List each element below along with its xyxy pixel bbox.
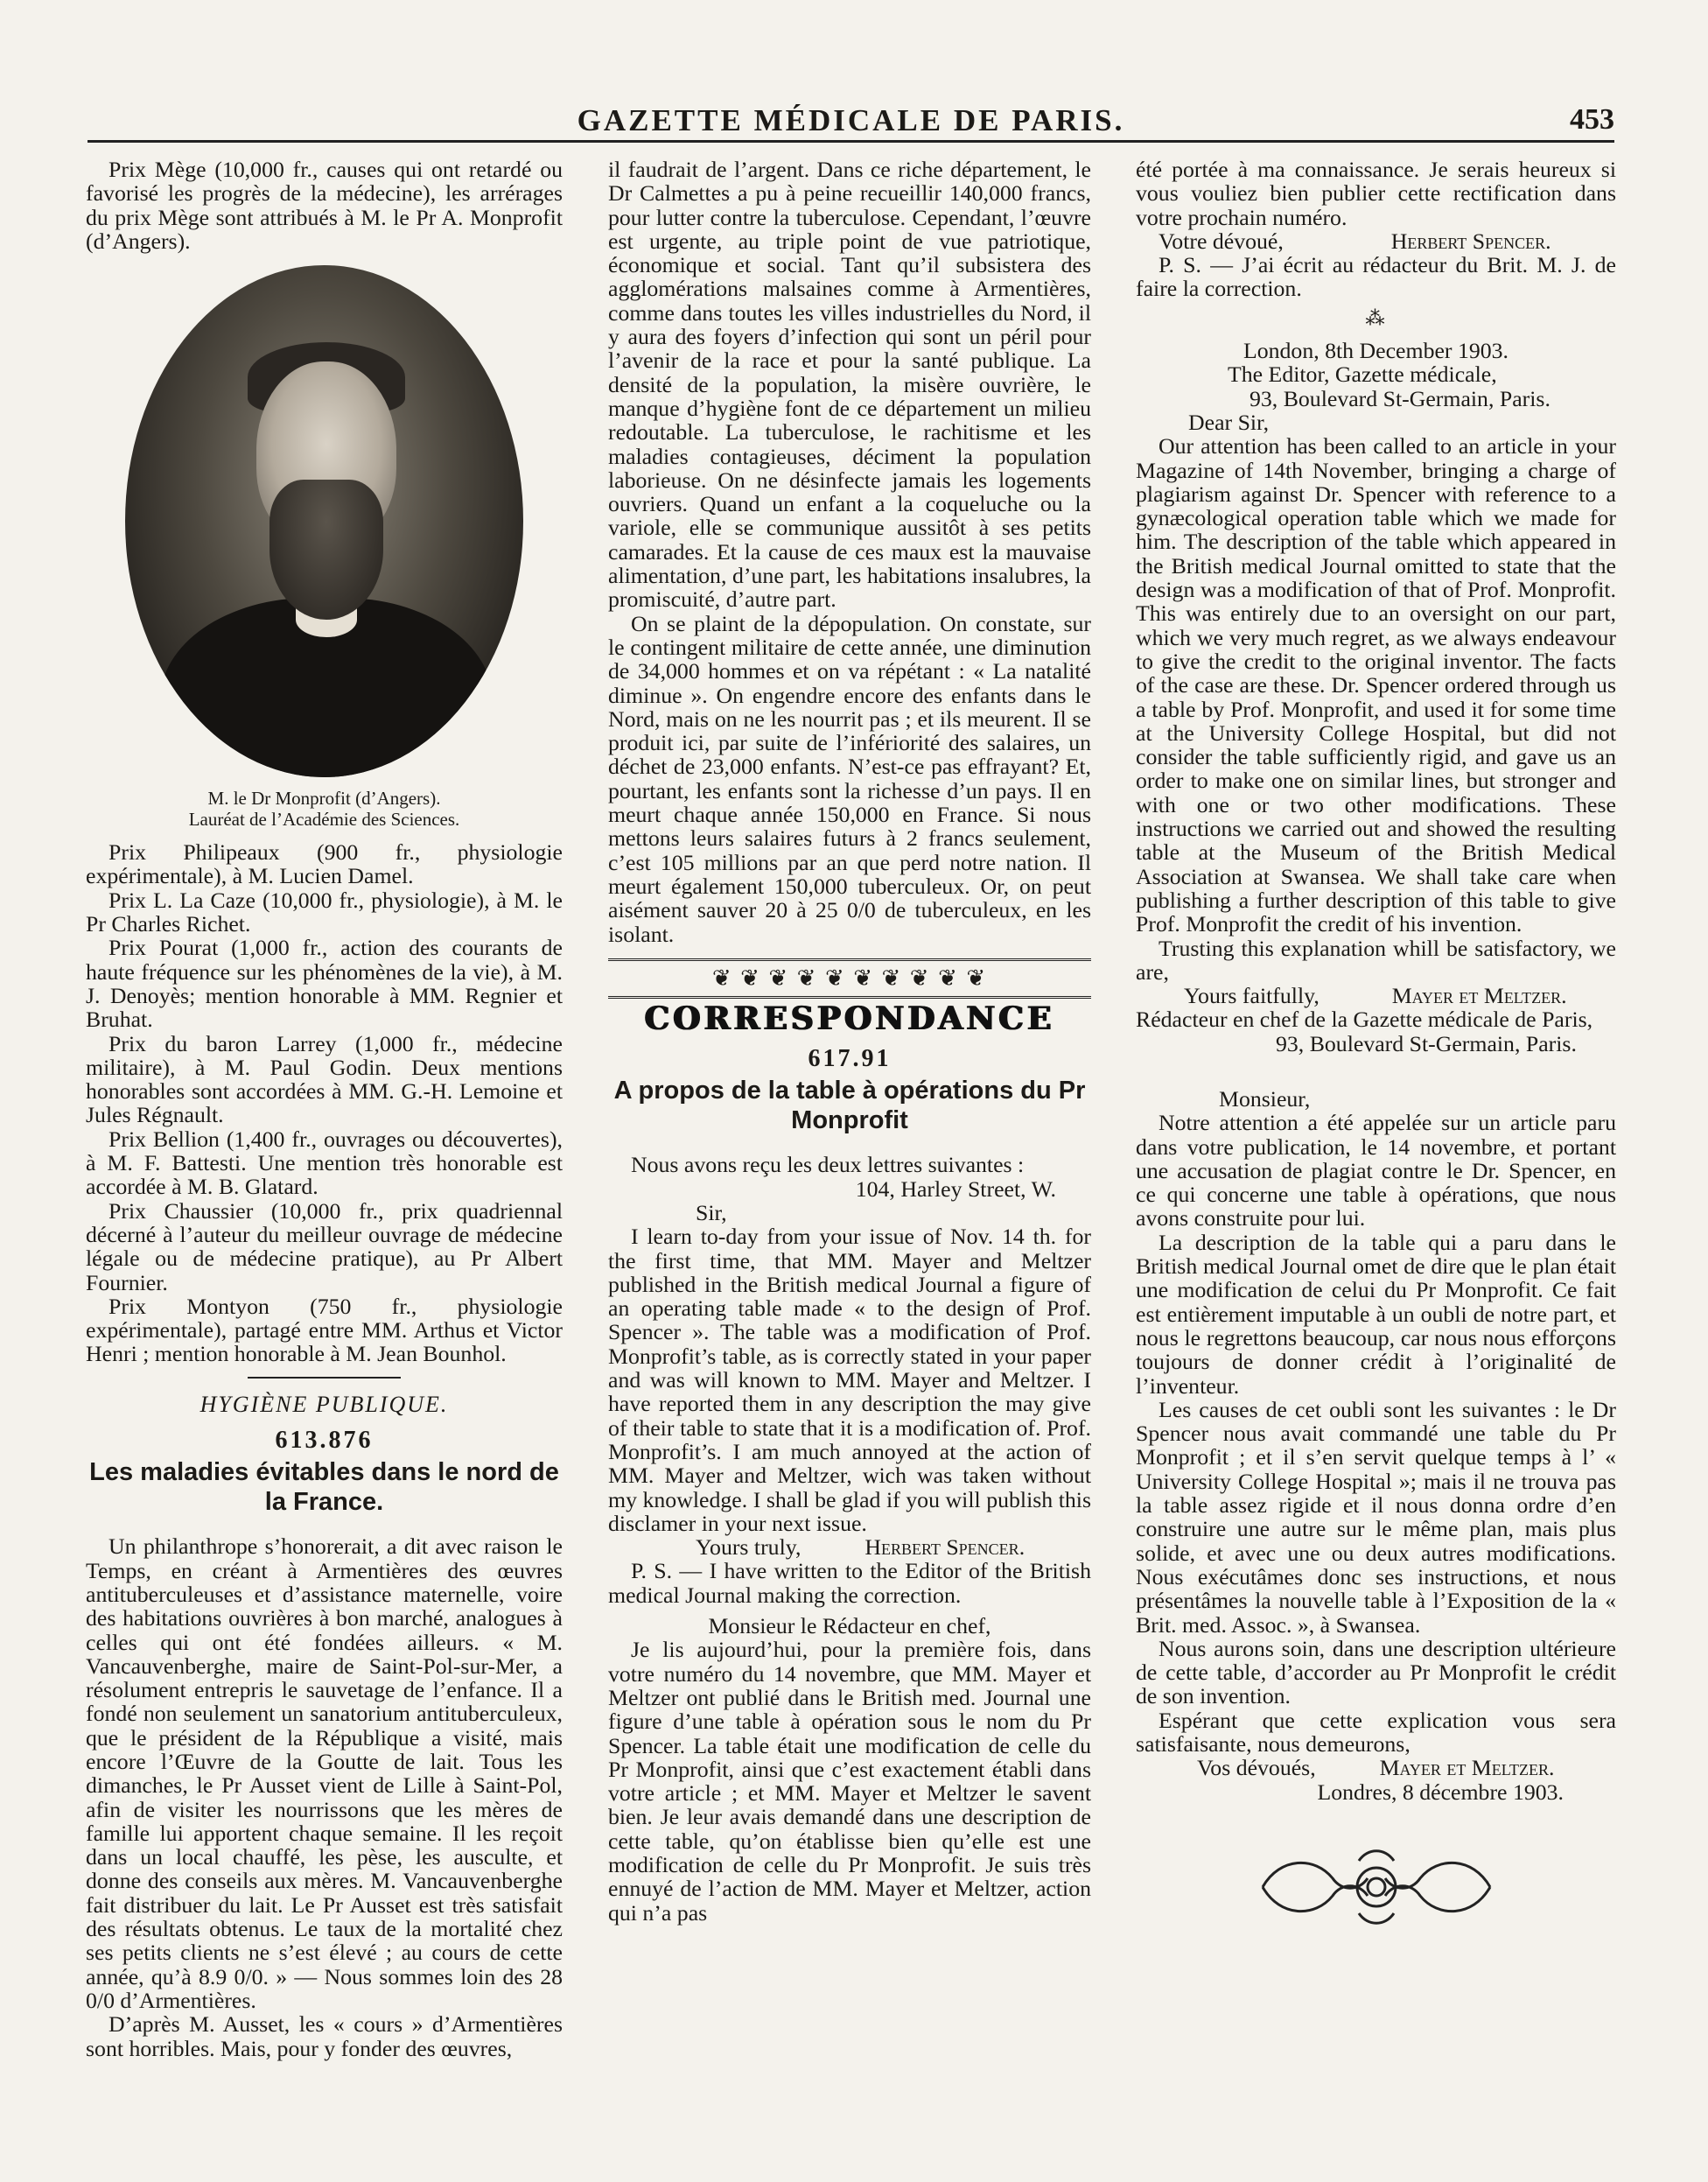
- prix-mege-paragraph: Prix Mège (10,000 fr., causes qui ont retardé ou favorisé les progrès de la médecine), les arrérages du prix Mège sont attribués à M. le Pr A. Monprofit (d’Angers).: [86, 157, 563, 254]
- closing-text: Yours faitfully,: [1184, 983, 1320, 1009]
- letter-salutation: Monsieur,: [1219, 1085, 1311, 1112]
- letter-body: Les causes de cet oubli sont les suivantes : le Dr Spencer nous avait commandé une table du Pr Monprofit ; et il s’en servit quelque temps à l’ « University College Hospital »; mais il ne trouva pas la table assez rigide et il nous donna ordre d’en construire une autre sur le même plan, mais plus solide, et avec une ou deux autres modifications. Nous exécutâmes donc ses instructions, et nous présentâmes la nouvelle table à l’Exposition de la « Brit. med. Assoc. », à Swansea.: [1136, 1396, 1616, 1638]
- closing-text: Yours truly,: [696, 1534, 802, 1561]
- postscript: P. S. — J’ai écrit au rédacteur du Brit. M. J. de faire la correction.: [1136, 252, 1616, 302]
- signature: Herbert Spencer.: [864, 1534, 1026, 1561]
- caption-line-2: Lauréat de l’Académie des Sciences.: [188, 809, 460, 831]
- page-header: [88, 103, 1614, 138]
- letter-body: I learn to-day from your issue of Nov. 14 th. for the first time, that MM. Mayer and Meltzer published in the British medical Journal a figure of an operating table made « to the design of Prof. Spencer ». The table was a modification of Prof. Monprofit’s table, as is correctly stated in your paper and was will known to MM. Mayer and Meltzer. I have reported them in any description the may give of their table to state that it is a modification of. Prof. Monprofit’s. I am much annoyed at the action of MM. Mayer and Meltzer, wich was taken without my knowledge. I shall be glad if you will publish this disclamer in your next issue.: [608, 1224, 1091, 1536]
- body-paragraph: On se plaint de la dépopulation. On constate, sur le contingent militaire de cette année, une diminution de 34,000 hommes et on va répétant : « La natalité diminue ». On engendre encore des enfants dans le Nord, mais on ne les nourrit pas ; et ils meurent. Il se produit ici, par suite de l’infériorité des salaires, un déchet de 23,000 enfants. N’est-ce pas effrayant? Et, pourtant, les enfants sont la richesse d’un pays. Il en meurt chaque année 150,000 en France. Si nous mettons leurs salaires futurs à 2 francs seulement, c’est 105 millions par an que perd notre nation. Il meurt également 150,000 tuberculeux. Or, on peut aisément sauver 20 à 25 0/0 de tuberculeux, en les isolant.: [608, 610, 1091, 947]
- letter-salutation: Monsieur le Rédacteur en chef,: [708, 1613, 991, 1639]
- section-heading: HYGIÈNE PUBLIQUE.: [200, 1391, 449, 1417]
- prize-paragraph: Prix L. La Caze (10,000 fr., physiologie), à M. le Pr Charles Richet.: [86, 887, 563, 937]
- portrait-photo: [125, 265, 523, 777]
- recipient-address: 93, Boulevard St-Germain, Paris.: [1276, 1030, 1577, 1056]
- recipient-line: Rédacteur en chef de la Gazette médicale de Paris,: [1136, 1007, 1593, 1033]
- recipient-address: 93, Boulevard St-Germain, Paris.: [1250, 385, 1550, 411]
- prize-paragraph: Prix Pourat (1,000 fr., action des courants de haute fréquence sur les phénomènes de la vie), à M. J. Denoyès; mention honorable à MM. Regnier et Bruhat.: [86, 935, 563, 1033]
- intro-paragraph: Nous avons reçu les deux lettres suivantes :: [631, 1152, 1025, 1178]
- column-3: [1136, 158, 1616, 1935]
- dateline: Londres, 8 décembre 1903.: [1317, 1779, 1564, 1805]
- closing-text: Vos dévoués,: [1197, 1755, 1316, 1781]
- article-headline: A propos de la table à opérations du Pr Monprofit: [613, 1077, 1086, 1135]
- prize-paragraph: Prix Chaussier (10,000 fr., prix quadriennal décerné à l’auteur du meilleur ouvrage de médecine légale ou de médecine pratique), au Pr Albert Fournier.: [86, 1197, 563, 1295]
- signature: Mayer et Meltzer.: [1379, 1755, 1555, 1781]
- letter-closing: [1136, 984, 1616, 1007]
- body-paragraph: D’après M. Ausset, les « cours » d’Armentières sont horribles. Mais, pour y fonder des œuvres,: [86, 2011, 563, 2061]
- ornament-vignette: [1245, 1839, 1508, 1935]
- column-2: [608, 158, 1091, 1925]
- letter-body: Our attention has been called to an article in your Magazine of 14th November, bringing a charge of plagiarism against Dr. Spencer with reference to a gynæcological operation table which we made for him. The description of the table which appeared in the British medical Journal omitted to state that the design was a modification of that of Prof. Monprofit. This was entirely due to an oversight on our part, which we very much regret, as we always endeavour to give the credit to the original inventor. The facts of the case are these. Dr. Spencer ordered through us a table by Prof. Monprofit, and used it for some time at the University College Hospital, but did not consider the table sufficiently rigid, and gave us an order to make one on similar lines, but stronger and with one or two other modifications. These instructions we carried out and showed the resulting table at the Museum of the British Medical Association at Swansea. We shall take care when publishing a further description of this table to give Prof. Monprofit the credit of his invention.: [1136, 433, 1616, 937]
- letter-salutation: Dear Sir,: [1188, 409, 1270, 435]
- letter-closing-sentence: Trusting this explanation whill be satisfactory, we are,: [1136, 935, 1616, 985]
- recipient-line: The Editor, Gazette médicale,: [1228, 361, 1497, 388]
- postscript: P. S. — I have written to the Editor of the British medical Journal making the correction.: [608, 1558, 1091, 1608]
- closing-text: Votre dévoué,: [1158, 228, 1284, 254]
- letter-body: Espérant que cette explication vous sera satisfaisante, nous demeurons,: [1136, 1707, 1616, 1757]
- letter-closing: [1136, 1756, 1616, 1779]
- letter-body: Nous aurons soin, dans une description ultérieure de cette table, d’accorder au Pr Monprofit le crédit de son invention.: [1136, 1635, 1616, 1709]
- portrait-caption: [86, 788, 563, 830]
- section-divider: [248, 1377, 401, 1379]
- letter-closing: [1136, 229, 1616, 253]
- journal-title: GAZETTE MÉDICALE DE PARIS.: [577, 103, 1125, 137]
- signature: Mayer et Meltzer.: [1391, 983, 1567, 1009]
- article-number: 617.91: [808, 1045, 892, 1073]
- prize-paragraph: Prix Bellion (1,400 fr., ouvrages ou découvertes), à M. F. Battesti. Une mention très honorable est accordée à M. B. Glatard.: [86, 1126, 563, 1200]
- letter-body: été portée à ma connaissance. Je serais heureux si vous vouliez bien publier cette rectification dans votre prochain numéro.: [1136, 157, 1616, 230]
- ornamental-band: ❦ ❦ ❦ ❦ ❦ ❦ ❦ ❦ ❦ ❦: [608, 958, 1091, 999]
- asterism: ⁂: [1365, 306, 1387, 329]
- prize-paragraph: Prix du baron Larrey (1,000 fr., médecine militaire), à M. Paul Godin. Deux mentions honorables sont accordées à MM. G.-H. Lemoine et Jules Régnault.: [86, 1030, 563, 1128]
- page-number: 453: [1570, 103, 1614, 136]
- letter-body: La description de la table qui a paru dans le British medical Journal omet de dire que le plan était une modification de celui du Pr Monprofit. Ce fait est entièrement imputable à un oubli de notre part, et nous le regrettons beaucoup, car nous nous efforçons toujours de donner crédit à l’originalité de l’inventeur.: [1136, 1229, 1616, 1399]
- letter-body: Notre attention a été appelée sur un article paru dans votre publication, le 14 novembre, et portant une accusation de plagiat contre le Dr. Spencer, en ce qui concerne une table à opérations, que nous avons construite pour lui.: [1136, 1110, 1616, 1231]
- letter-address: 104, Harley Street, W.: [855, 1175, 1056, 1202]
- caption-line-1: M. le Dr Monprofit (d’Angers).: [207, 788, 441, 810]
- letter-salutation: Sir,: [696, 1199, 727, 1225]
- prize-paragraph: Prix Montyon (750 fr., physiologie expérimentale), partagé entre MM. Arthus et Victor Henri ; mention honorable à M. Jean Bounhol.: [86, 1293, 563, 1367]
- article-number: 613.876: [275, 1427, 374, 1455]
- body-paragraph: Un philanthrope s’honorerait, a dit avec raison le Temps, en créant à Armentières des œuvres antituberculeuses et d’assistance maternelle, voire des habitations ouvrières à bon marché, analogues à celles qui ont été fondées ailleurs. « M. Vancauvenberghe, maire de Saint-Pol-sur-Mer, a résolument entrepris le sauvetage de l’enfance. Il a fondé non seulement un sanatorium antituberculeux, que le président de la République a visité, mais encore l’Œuvre de la Goutte de lait. Tous les dimanches, le Pr Ausset vient de Lille à Saint-Pol, afin de visiter les nourrissons que les mères de famille lui apportent chaque semaine. Il les reçoit dans un local chauffé, les pèse, les ausculte, et donne des conseils aux mères. M. Vancauvenberghe fait distribuer du lait. Le Pr Ausset est très satisfait des résultats obtenus. Le taux de la mortalité chez ses petits clients ne s’est élevé ; au cours de cette année, qu’à 8.9 0/0. » — Nous sommes loin des 28 0/0 d’Armentières.: [86, 1533, 563, 2013]
- column-1: [86, 158, 563, 2060]
- correspondance-heading: CORRESPONDANCE: [644, 1000, 1055, 1037]
- letter-closing: [608, 1535, 1091, 1559]
- dateline: London, 8th December 1903.: [1242, 338, 1509, 364]
- letter-body: Je lis aujourd’hui, pour la première fois, dans votre numéro du 14 novembre, que MM. Mayer et Meltzer ont publié dans le British med. Journal une figure d’une table à opération sous le nom du Pr Spencer. La table était une modification de celle du Pr Monprofit, ainsi que c’est exactement établi dans votre article ; et MM. Mayer et Meltzer le savent bien. Je leur avais demandé dans une description de cette table, qu’on établisse bien qu’elle est une modification de celle du Pr Monprofit. Je suis très ennuyé de l’action de MM. Mayer et Meltzer, action qui n’a pas: [608, 1637, 1091, 1926]
- article-headline: Les maladies évitables dans le nord de la France.: [89, 1458, 559, 1517]
- body-paragraph: il faudrait de l’argent. Dans ce riche département, le Dr Calmettes a pu à peine recueillir 140,000 francs, pour lutter contre la tuberculose. Cependant, l’œuvre est urgente, au triple point de vue patriotique, économique et social. Tant qu’il subsistera des agglomérations malsaines comme à Armentières, comme dans toutes les villes industrielles du Nord, il y aura des foyers d’infection qui sont un péril pour l’avenir de la race et pour la santé publique. La densité de la population, la misère ouvrière, le manque d’hygiène font de ce département un milieu redoutable. La tuberculose, le rachitisme et les maladies contagieuses, déciment la population laborieuse. On ne désinfecte jamais les logements ouvriers. Quand un enfant a la coqueluche ou la variole, elle se communique aussitôt à ses petits camarades. Et la cause de ces maux est la mauvaise alimentation, d’une part, les habitations insalubres, la promiscuité, d’autre part.: [608, 157, 1091, 613]
- prize-paragraph: Prix Philipeaux (900 fr., physiologie expérimentale), à M. Lucien Damel.: [86, 839, 563, 889]
- signature: Herbert Spencer.: [1390, 228, 1551, 254]
- header-rule: [88, 140, 1614, 143]
